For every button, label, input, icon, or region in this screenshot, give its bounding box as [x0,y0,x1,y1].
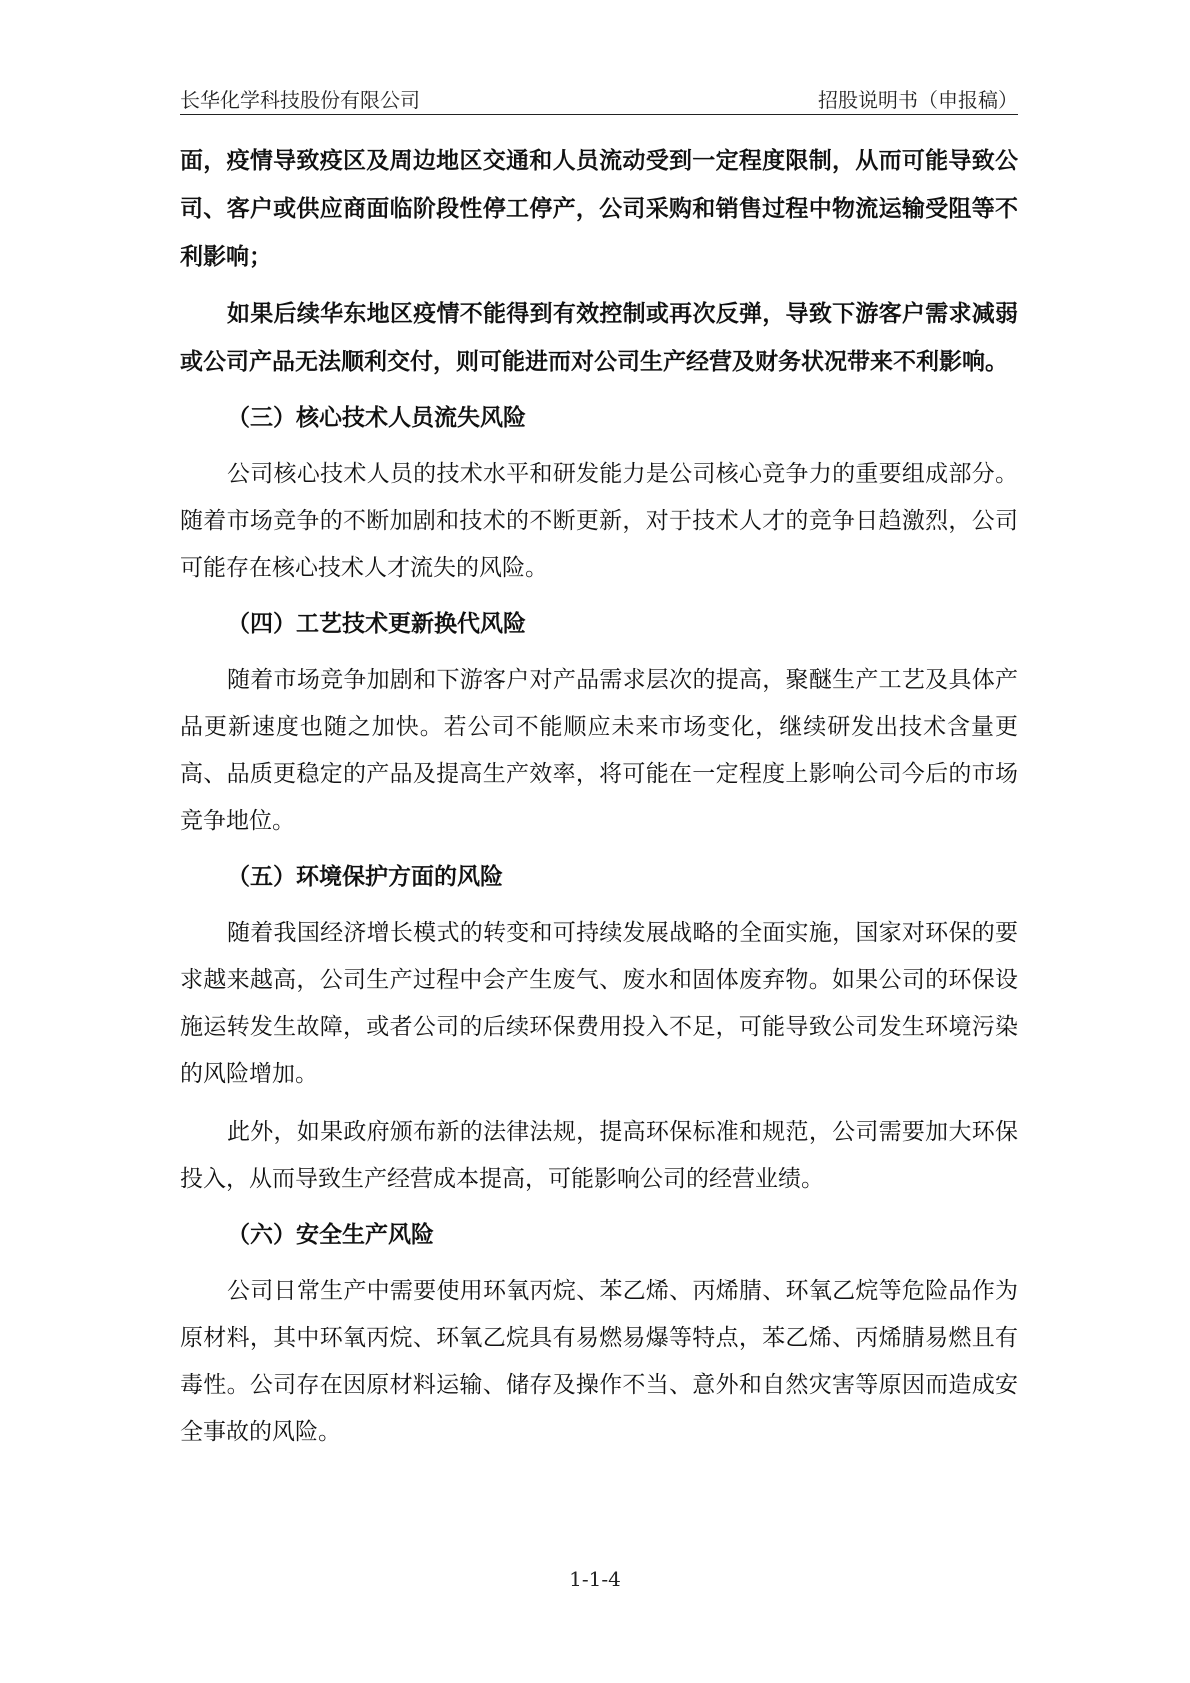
section-paragraph: 公司日常生产中需要使用环氧丙烷、苯乙烯、丙烯腈、环氧乙烷等危险品作为原材料，其中环氧丙烷、环氧乙烷具有易燃易爆等特点，苯乙烯、丙烯腈易燃且有毒性。公司存在因原材料运输、储存及操作不当、意外和自然灾害等原因而造成安全事故的风险。 [180,1278,1018,1445]
section-paragraph: 公司核心技术人员的技术水平和研发能力是公司核心竞争力的重要组成部分。随着市场竞争的不断加剧和技术的不断更新，对于技术人才的竞争日趋激烈，公司可能存在核心技术人才流失的风险。 [180,461,1018,581]
section-heading-core-staff: （三）核心技术人员流失风险 [227,405,526,431]
section-heading-safety: （六）安全生产风险 [227,1222,434,1248]
section-paragraph: 随着我国经济增长模式的转变和可持续发展战略的全面实施，国家对环保的要求越来越高，公司生产过程中会产生废气、废水和固体废弃物。如果公司的环保设施运转发生故障，或者公司的后续环保费用投入不足，可能导致公司发生环境污染的风险增加。 [180,920,1018,1087]
header-document-type: 招股说明书（申报稿） [818,88,1018,112]
header-company-name: 长华化学科技股份有限公司 [180,88,420,112]
intro-paragraph: 如果后续华东地区疫情不能得到有效控制或再次反弹，导致下游客户需求减弱或公司产品无法顺利交付，则可能进而对公司生产经营及财务状况带来不利影响。 [180,300,1018,375]
section-heading-environment: （五）环境保护方面的风险 [227,864,503,890]
page-number: 1-1-4 [569,1567,621,1591]
section-paragraph: 此外，如果政府颁布新的法律法规，提高环保标准和规范，公司需要加大环保投入，从而导致生产经营成本提高，可能影响公司的经营业绩。 [180,1119,1018,1192]
page-body [180,137,1018,1456]
page-header [180,84,1018,115]
intro-paragraph-continued: 面，疫情导致疫区及周边地区交通和人员流动受到一定程度限制，从而可能导致公司、客户或供应商面临阶段性停工停产，公司采购和销售过程中物流运输受阻等不利影响； [180,147,1018,270]
section-heading-process-tech: （四）工艺技术更新换代风险 [227,611,526,637]
section-paragraph: 随着市场竞争加剧和下游客户对产品需求层次的提高，聚醚生产工艺及具体产品更新速度也随之加快。若公司不能顺应未来市场变化，继续研发出技术含量更高、品质更稳定的产品及提高生产效率，将可能在一定程度上影响公司今后的市场竞争地位。 [180,667,1018,834]
